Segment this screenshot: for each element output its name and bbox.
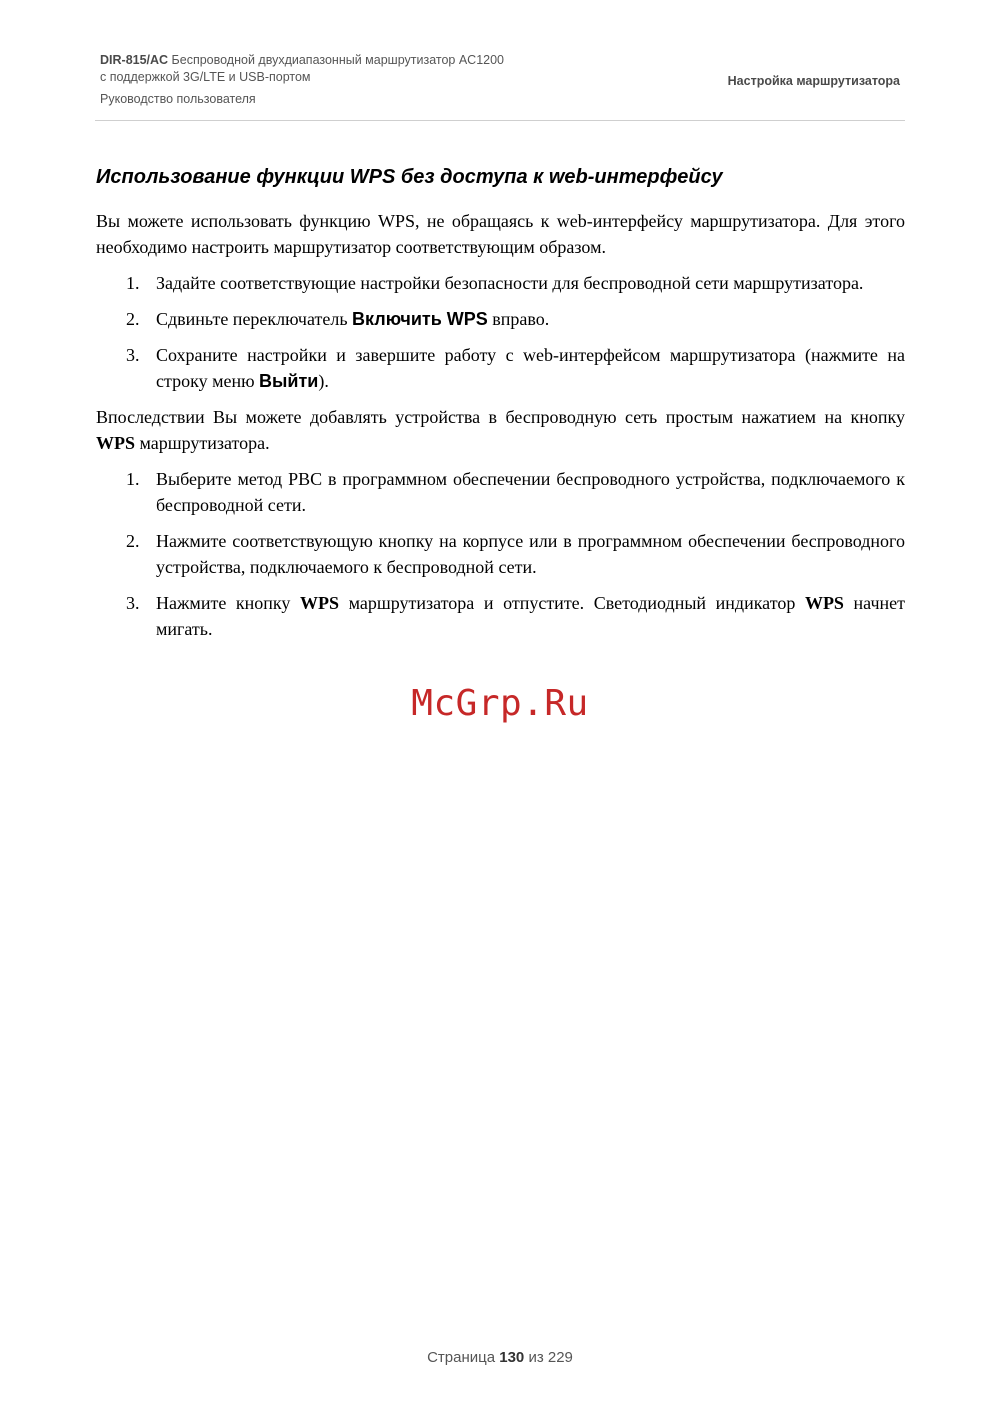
header-description-line2: с поддержкой 3G/LTE и USB-портом <box>100 70 311 84</box>
step-text: Выберите метод PBC в программном обеспечении беспроводного устройства, подключаемого к беспроводной сети. <box>156 469 905 515</box>
page-total: 229 <box>547 1349 573 1366</box>
connect-steps-list <box>96 466 905 642</box>
wps-button-label: WPS <box>96 433 136 453</box>
wps-indicator-label: WPS <box>804 593 844 613</box>
step-number: 3. <box>126 593 140 613</box>
setup-steps-list <box>96 270 905 394</box>
step-text: Нажмите кнопку <box>156 593 300 613</box>
connect-step <box>96 590 905 642</box>
page-footer <box>0 1349 1000 1366</box>
wps-usage-paragraph <box>96 404 905 456</box>
intro-paragraph: Вы можете использовать функцию WPS, не обращаясь к web-интерфейсу маршрутизатора. Для этого необходимо настроить маршрутизатор соответствующим образом. <box>96 211 905 257</box>
setup-step <box>96 342 905 394</box>
step-text: Сдвиньте переключатель <box>156 309 353 329</box>
header-model: DIR-815/AC <box>100 53 169 67</box>
step-text-end: вправо. <box>487 309 550 329</box>
step-number: 2. <box>126 531 140 551</box>
step-number: 1. <box>126 273 140 293</box>
setup-step <box>96 270 905 296</box>
header-guide: Руководство пользователя <box>100 92 256 106</box>
wps-button-label: WPS <box>300 593 340 613</box>
header-document-info <box>100 52 504 108</box>
connect-step <box>96 466 905 518</box>
page-header <box>95 50 905 121</box>
watermark-logo: McGrp.Ru <box>411 683 589 724</box>
footer-separator: из <box>524 1349 548 1366</box>
enable-wps-label: Включить WPS <box>352 309 488 329</box>
page-number: 130 <box>499 1349 525 1366</box>
step-text: Сохраните настройки и завершите работу с web-интерфейсом маршрутизатора (нажмите на строку меню <box>156 345 905 391</box>
setup-step <box>96 306 905 332</box>
paragraph-text: Впоследствии Вы можете добавлять устройства в беспроводную сеть простым нажатием на кнопку <box>96 407 905 427</box>
step-text: Нажмите соответствующую кнопку на корпусе или в программном обеспечении беспроводного устройства, подключаемого к беспроводной сети. <box>156 531 905 577</box>
footer-prefix: Страница <box>427 1349 500 1366</box>
logout-menu-label: Выйти <box>259 371 319 391</box>
step-number: 1. <box>126 469 140 489</box>
section-title: Использование функции WPS без доступа к web-интерфейсу <box>96 166 723 188</box>
step-text-middle: маршрутизатора и отпустите. Светодиодный индикатор <box>339 593 805 613</box>
step-number: 3. <box>126 345 140 365</box>
step-text-end: начнет мигать. <box>156 593 905 639</box>
step-text: Задайте соответствующие настройки безопасности для беспроводной сети маршрутизатора. <box>156 273 864 293</box>
step-number: 2. <box>126 309 140 329</box>
header-section-name: Настройка маршрутизатора <box>727 74 900 88</box>
connect-step <box>96 528 905 580</box>
main-content <box>96 208 905 652</box>
header-description: Беспроводной двухдиапазонный маршрутизатор AC1200 <box>168 53 505 67</box>
step-text-end: ). <box>318 371 329 391</box>
paragraph-text-end: маршрутизатора. <box>135 433 270 453</box>
